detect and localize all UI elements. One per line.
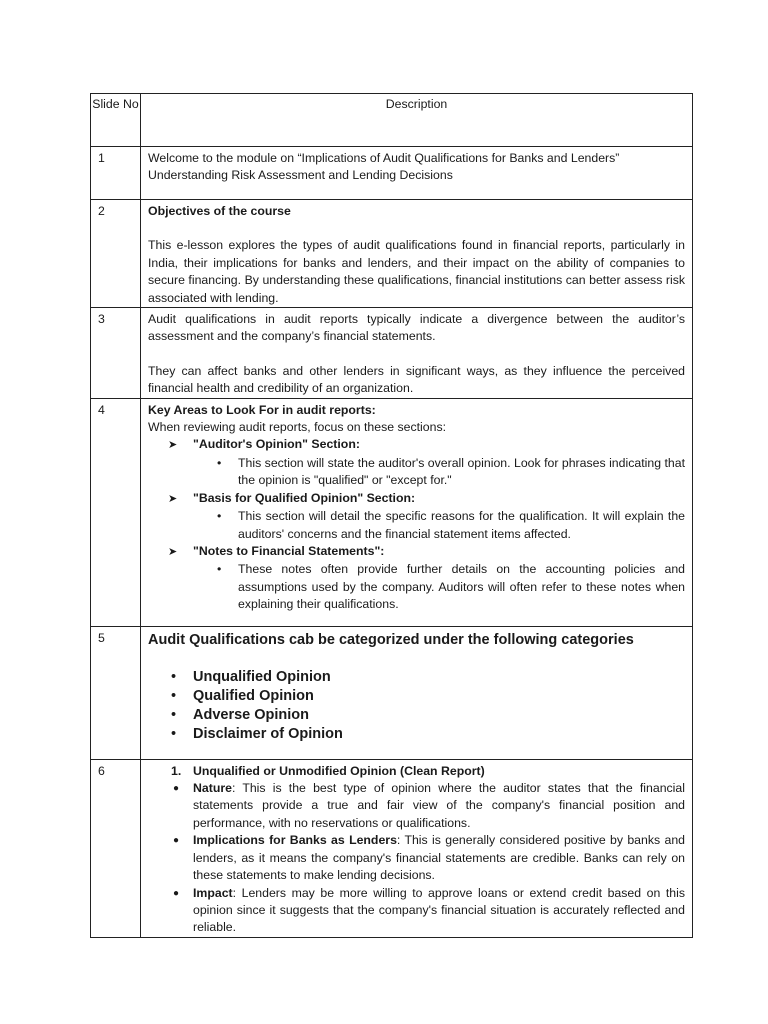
- list-item: • This section will state the auditor's overall opinion. Look for phrases indicating that the opinion is "qualified" or "except for.": [148, 455, 685, 490]
- bullet-icon: •: [171, 668, 177, 685]
- slide2-title: Objectives of the course: [148, 204, 291, 218]
- table-row: [91, 626, 693, 759]
- slide-table: [90, 93, 693, 938]
- header-slide-no: Slide No: [91, 94, 141, 147]
- section-heading: ➤ "Notes to Financial Statements":: [148, 543, 685, 561]
- list-item: ● Nature: This is the best type of opinion where the auditor states that the financial statements provide a true and fair view of the company's financial position and performance, with no reservations or qualifications.: [148, 780, 685, 832]
- table-row: [91, 147, 693, 200]
- slide-number: 2: [91, 200, 141, 308]
- table-row: [91, 398, 693, 626]
- arrow-bullet-icon: ➤: [168, 492, 178, 505]
- header-description: Description: [141, 94, 693, 147]
- slide2-body: This e-lesson explores the types of audit qualifications found in financial reports, particularly in India, their implications for banks and lenders, and their impact on the ability of companies to secure financing. By understanding these qualifications, financial institutions can better assess risk associated with lending.: [148, 238, 685, 305]
- slide1-line1: Welcome to the module on “Implications of Audit Qualifications for Banks and Lenders”: [148, 151, 620, 165]
- slide5-title: Audit Qualifications cab be categorized under the following categories: [148, 631, 634, 648]
- document-page: [90, 93, 693, 938]
- numbered-heading: 1. Unqualified or Unmodified Opinion (Clean Report): [171, 763, 485, 778]
- bullet-icon: •: [217, 562, 222, 577]
- list-item: • Qualified Opinion: [171, 687, 314, 704]
- slide-number: 3: [91, 308, 141, 399]
- slide-description: [141, 200, 693, 308]
- bullet-icon: •: [217, 509, 222, 524]
- section-heading: ➤ "Auditor's Opinion" Section:: [148, 436, 685, 454]
- list-item: • Adverse Opinion: [171, 706, 310, 723]
- list-item: ● Implications for Banks as Lenders: This is generally considered positive by banks and lenders, as it means the company's financial statements are credible. Banks can rely on these statements to make lending decisions.: [148, 832, 685, 884]
- table-row: [91, 200, 693, 308]
- slide-number: 4: [91, 398, 141, 626]
- arrow-bullet-icon: ➤: [168, 545, 178, 558]
- bullet-icon: ●: [173, 887, 180, 899]
- list-item: • This section will detail the specific reasons for the qualification. It will explain the auditors' concerns and the financial statement items affected.: [148, 508, 685, 543]
- list-item: • Disclaimer of Opinion: [171, 725, 343, 742]
- slide-description: [141, 147, 693, 200]
- slide-description: [141, 759, 693, 937]
- bullet-icon: •: [171, 725, 177, 742]
- section-heading: ➤ "Basis for Qualified Opinion" Section:: [148, 490, 685, 508]
- slide3-paragraph-1: Audit qualifications in audit reports typically indicate a divergence between the auditor’s assessment and the company’s financial statements.: [148, 312, 685, 344]
- slide-description: [141, 626, 693, 759]
- bullet-icon: ●: [173, 783, 180, 795]
- table-row: [91, 308, 693, 399]
- bullet-icon: •: [171, 687, 177, 704]
- category-list: [148, 668, 685, 744]
- bullet-icon: •: [217, 455, 222, 470]
- slide-number: 1: [91, 147, 141, 200]
- bullet-icon: ●: [173, 835, 180, 847]
- table-row: [91, 759, 693, 937]
- list-item: • These notes often provide further details on the accounting policies and assumptions used by the company. Auditors will often refer to these notes when explaining their qualifications.: [148, 561, 685, 613]
- slide4-intro: When reviewing audit reports, focus on these sections:: [148, 420, 447, 435]
- slide3-paragraph-2: They can affect banks and other lenders in significant ways, as they influence the perceived financial health and credibility of an organization.: [148, 363, 685, 396]
- arrow-bullet-icon: ➤: [168, 439, 178, 452]
- slide-description: [141, 308, 693, 399]
- table-header-row: [91, 94, 693, 147]
- slide1-line2: Understanding Risk Assessment and Lending Decisions: [148, 168, 453, 183]
- slide-number: 5: [91, 626, 141, 759]
- slide4-title: Key Areas to Look For in audit reports:: [148, 402, 376, 417]
- bullet-icon: •: [171, 706, 177, 723]
- list-item: ● Impact: Lenders may be more willing to approve loans or extend credit based on this opinion since it suggests that the company's financial situation is accurately reflected and reliable.: [148, 885, 685, 937]
- slide-description: [141, 398, 693, 626]
- list-item: • Unqualified Opinion: [171, 668, 331, 685]
- slide-number: 6: [91, 759, 141, 937]
